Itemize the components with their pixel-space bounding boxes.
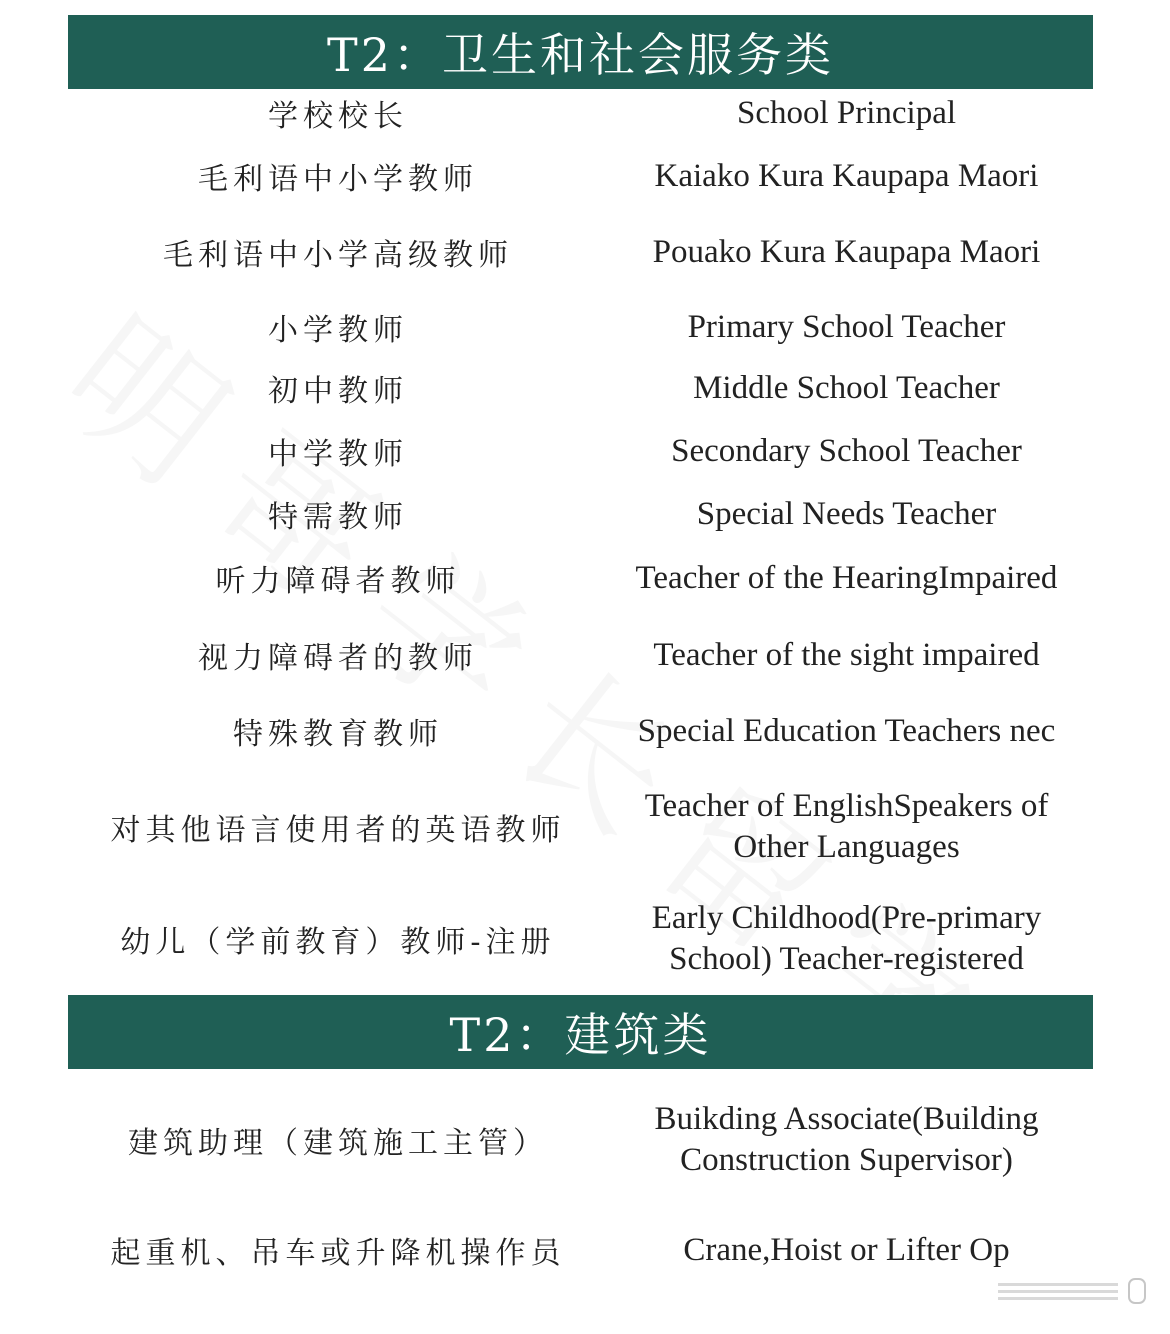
occupation-cn: 特殊教育教师 [233, 717, 443, 752]
occupation-en: Buikding Associate(Building Construction Supervisor) [654, 1101, 1039, 1178]
occupation-en: School Principal [736, 94, 957, 131]
table-row [68, 627, 1093, 683]
table-row [68, 148, 1093, 204]
occupation-en: Special Needs Teacher [696, 495, 997, 532]
scroll-indicator [998, 1278, 1146, 1304]
occupation-cn: 听力障碍者教师 [215, 564, 461, 599]
table-row [68, 361, 1093, 415]
occupation-en: Pouako Kura Kaupapa Maori [652, 233, 1041, 270]
occupation-cn: 初中教师 [268, 374, 408, 409]
occupation-cn: 幼儿（学前教育）教师-注册 [120, 925, 556, 960]
table-row [68, 300, 1093, 354]
table-row [68, 1222, 1093, 1278]
occupation-en: Teacher of EnglishSpeakers of Other Languages [644, 788, 1049, 865]
occupation-en: Crane,Hoist or Lifter Op [683, 1231, 1010, 1268]
menu-lines-icon [998, 1283, 1118, 1300]
table-row [68, 782, 1093, 872]
occupation-cn: 特需教师 [268, 500, 408, 535]
occupation-cn: 毛利语中小学教师 [198, 162, 478, 197]
occupation-cn: 视力障碍者的教师 [198, 641, 478, 676]
scroll-handle-icon [1128, 1278, 1146, 1304]
occupation-cn: 起重机、吊车或升降机操作员 [110, 1236, 566, 1271]
table-row [68, 224, 1093, 280]
table-row [68, 703, 1093, 759]
occupation-en: Primary School Teacher [687, 308, 1006, 345]
occupation-en: Teacher of the HearingImpaired [635, 559, 1058, 596]
section-title: T2：卫生和社会服务类 [327, 28, 834, 82]
table-row [68, 894, 1093, 984]
occupation-en: Secondary School Teacher [671, 432, 1022, 469]
occupation-en: Special Education Teachers nec [637, 712, 1056, 749]
occupation-en: Middle School Teacher [693, 369, 1000, 406]
occupation-cn: 毛利语中小学高级教师 [163, 238, 513, 273]
table-row [68, 89, 1093, 137]
occupation-cn: 小学教师 [268, 313, 408, 348]
occupation-cn: 中学教师 [268, 437, 408, 472]
section-title: T2：建筑类 [449, 1008, 712, 1062]
table-row [68, 551, 1093, 605]
section-header-health-social [68, 15, 1093, 89]
occupation-en: Teacher of the sight impaired [653, 636, 1040, 673]
section-header-construction [68, 995, 1093, 1069]
occupation-cn: 对其他语言使用者的英语教师 [110, 813, 566, 848]
table-row [68, 487, 1093, 541]
occupation-en: Kaiako Kura Kaupapa Maori [654, 157, 1039, 194]
table-row [68, 424, 1093, 478]
occupation-cn: 建筑助理（建筑施工主管） [128, 1126, 548, 1161]
table-row [68, 1095, 1093, 1185]
occupation-en: Early Childhood(Pre-primary School) Teacher-registered [651, 900, 1042, 977]
occupation-cn: 学校校长 [268, 99, 408, 134]
